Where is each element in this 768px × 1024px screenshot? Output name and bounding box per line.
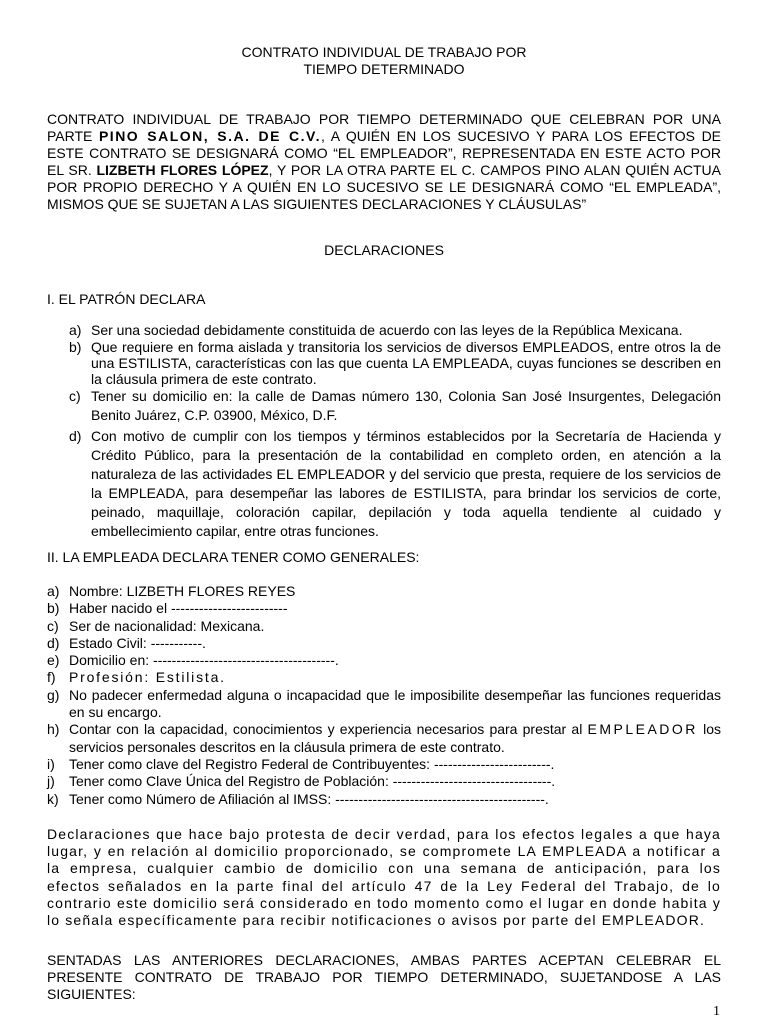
list-item: i) Tener como clave del Registro Federal de Contribuyentes: -------------------------.: [47, 755, 555, 772]
company-name: PINO SALON, S.A. DE C.V.: [98, 128, 321, 144]
declaration-paragraph: Declaraciones que hace bajo protesta de decir verdad, para los efectos legales a que haya lugar, y en relación al domicilio proporcionado, se compromete LA EMPLEADA a notificar a la empresa, cualquier cambio de domicilio con una semana de anticipación, para los efectos señalados en la parte final del artículo 47 de la Ley Federal del Trabajo, de lo contrario este domicilio será considerado en todo momento como el lugar en donde habita y lo señala específicamente para recibir notificaciones o avisos por parte del EMPLEADOR.: [47, 826, 721, 929]
declaraciones-heading: DECLARACIONES: [324, 242, 444, 258]
title-line-2: TIEMPO DETERMINADO: [303, 61, 465, 77]
representative-name: LIZBETH FLORES LÓPEZ: [96, 162, 269, 178]
list-item: a) Ser una sociedad debidamente constituida de acuerdo con las leyes de la República Mexicana.: [69, 322, 683, 338]
list-item: b) Que requiere en forma aislada y transitoria los servicios de diversos EMPLEADOS, entre otros la de una ESTILISTA, características con las que cuenta LA EMPLEADA, cuyas funciones se describen en la cláusula primera de este contrato.: [69, 339, 721, 387]
list-item: j) Tener como Clave Única del Registro de Población: ----------------------------------.: [47, 773, 556, 790]
section-1-heading: I. EL PATRÓN DECLARA: [47, 291, 206, 307]
list-item: d) Estado Civil: -----------.: [47, 634, 206, 651]
intro-paragraph: [47, 111, 721, 213]
list-item: c) Ser de nacionalidad: Mexicana.: [47, 617, 265, 634]
closing-paragraph: SENTADAS LAS ANTERIORES DECLARACIONES, AMBAS PARTES ACEPTAN CELEBRAR EL PRESENTE CONTRATO DE TRABAJO POR TIEMPO DETERMINADO, SUJETANDOSE A LAS SIGUIENTES:: [47, 952, 721, 1002]
list-item: c) Tener su domicilio en: la calle de Damas número 130, Colonia San José Insurgentes, Delegación Benito Juárez, C.P. 03900, México, D.F.: [69, 388, 721, 423]
list-item: k) Tener como Número de Afiliación al IMSS: ---------------------------------------------.: [47, 790, 549, 807]
title-line-1: CONTRATO INDIVIDUAL DE TRABAJO POR: [241, 44, 527, 60]
section-2-heading: II. LA EMPLEADA DECLARA TENER COMO GENERALES:: [47, 549, 420, 565]
list-item: g) No padecer enfermedad alguna o incapacidad que le imposibilite desempeñar las funciones requeridas en su encargo.: [47, 686, 721, 721]
intro-text-1: CONTRATO INDIVIDUAL DE TRABAJO POR TIEMPO DETERMINADO QUE CELEBRAN POR UNA PARTE: [47, 111, 721, 144]
intro-text-3: , Y POR LA OTRA PARTE EL C. CAMPOS PINO ALAN QUIÉN ACTUA POR PROPIO DERECHO Y A QUIÉN EN LO SUCESIVO SE LE DESIGNARÁ COMO “EL EMPLEADA”, MISMOS QUE SE SUJETAN A LAS SIGUIENTES DECLARACIONES Y CLÁUSULAS”: [47, 162, 721, 212]
list-item: e) Domicilio en: ---------------------------------------.: [47, 652, 339, 669]
document-title: [0, 44, 768, 78]
page-number: 1: [713, 1004, 720, 1019]
section-1-list: [69, 322, 721, 541]
list-item: f) Profesión: Estilista.: [47, 669, 226, 686]
intro-text-2: , A QUIÉN EN LOS SUCESIVO Y PARA LOS EFECTOS DE ESTE CONTRATO SE DESIGNARÁ COMO “EL EMPLEADOR”, REPRESENTADA EN ESTE ACTO POR EL SR.: [47, 128, 722, 178]
list-item: d) Con motivo de cumplir con los tiempos y términos establecidos por la Secretaría de Hacienda y Crédito Público, para la presentación de la contabilidad en completo orden, en atención a la naturaleza de las actividades EL EMPLEADOR y del servicio que presta, requiere de los servicios de la EMPLEADA, para desempeñar las labores de ESTILISTA, para brindar los servicios de corte, peinado, maquillaje, coloración capilar, depilación y toda aquella tendiente al cuidado y embellecimiento capilar, entre otras funciones.: [69, 428, 721, 539]
list-item: a) Nombre: LIZBETH FLORES REYES: [47, 583, 296, 599]
list-item: h) Contar con la capacidad, conocimientos y experiencia necesarios para prestar al EMPLEADOR los servicios personales descritos en la cláusula primera de este contrato.: [47, 721, 721, 755]
list-item: b) Haber nacido el -------------------------: [47, 600, 288, 617]
section-2-list: [47, 583, 721, 808]
